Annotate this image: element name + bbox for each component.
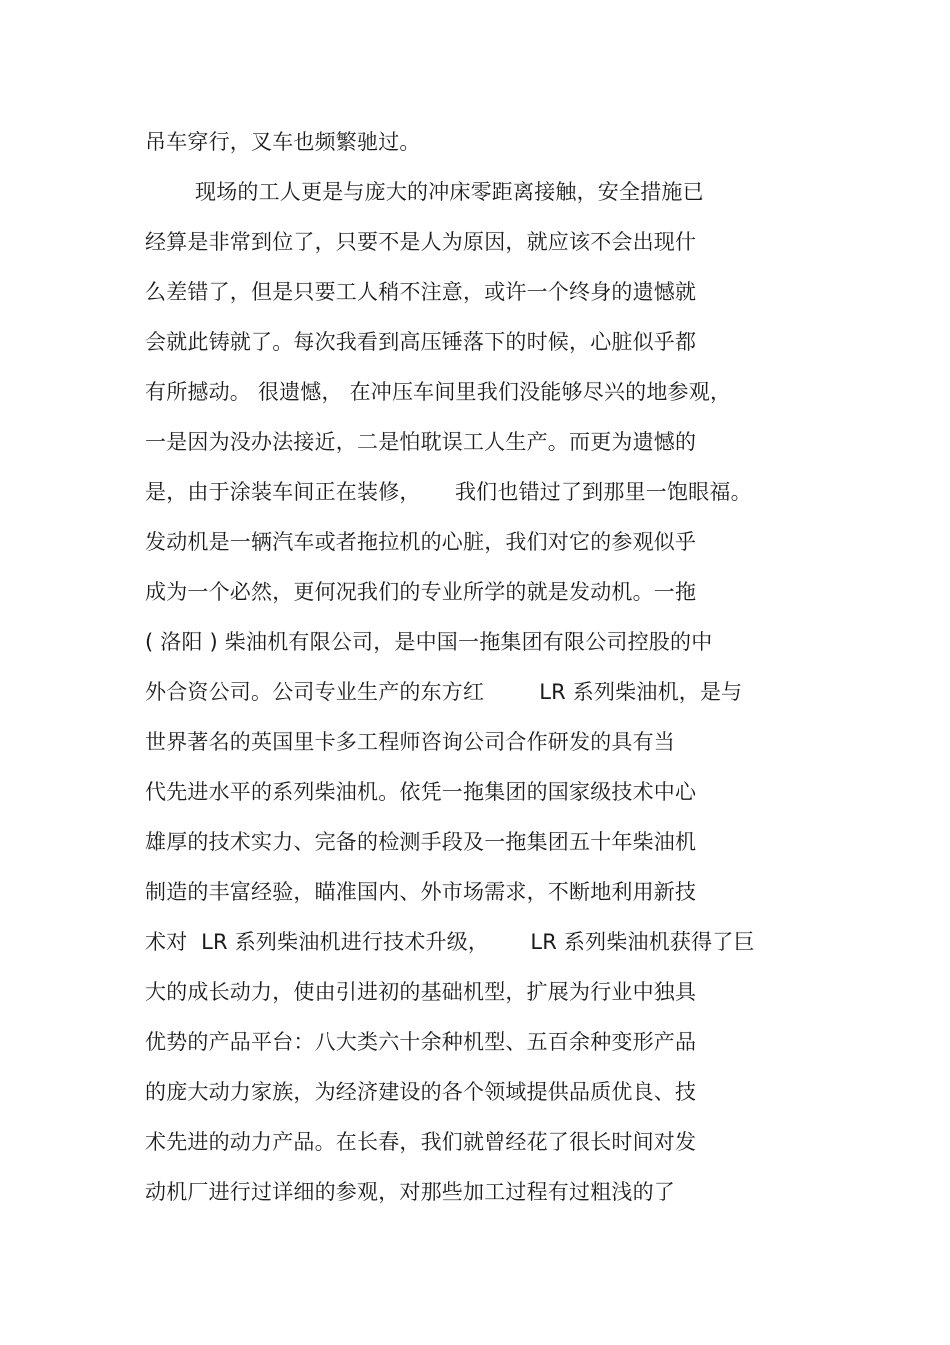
text-line-1: 吊车穿行，叉车也频繁驰过。 xyxy=(145,130,421,154)
text-line-15: 雄厚的技术实力、完备的检测手段及一拖集团五十年柴油机 xyxy=(145,830,697,854)
text-line-12: 外合资公司。公司专业生产的东方红 LR 系列柴油机，是与 xyxy=(145,680,743,704)
text-line-9: 发动机是一辆汽车或者拖拉机的心脏，我们对它的参观似乎 xyxy=(145,530,697,554)
text-line-18: 大的成长动力，使由引进初的基础机型，扩展为行业中独具 xyxy=(145,980,697,1004)
text-line-3: 经算是非常到位了，只要不是人为原因，就应该不会出现什 xyxy=(145,230,697,254)
text-line-22: 动机厂进行过详细的参观，对那些加工过程有过粗浅的了 xyxy=(145,1180,675,1204)
text-line-21: 术先进的动力产品。在长春，我们就曾经花了很长时间对发 xyxy=(145,1130,697,1154)
text-line-2: 现场的工人更是与庞大的冲床零距离接触，安全措施已 xyxy=(195,180,704,204)
text-line-7: 一是因为没办法接近，二是怕耽误工人生产。而更为遗憾的 xyxy=(145,430,697,454)
text-line-19: 优势的产品平台：八大类六十余种机型、五百余种变形产品 xyxy=(145,1030,697,1054)
text-line-8: 是，由于涂装车间正在装修， 我们也错过了到那里一饱眼福。 xyxy=(145,480,752,504)
text-line-10: 成为一个必然，更何况我们的专业所学的就是发动机。一拖 xyxy=(145,580,697,604)
text-line-5: 会就此铸就了。每次我看到高压锤落下的时候，心脏似乎都 xyxy=(145,330,697,354)
text-line-4: 么差错了，但是只要工人稍不注意，或许一个终身的遗憾就 xyxy=(145,280,697,304)
text-line-13: 世界著名的英国里卡多工程师咨询公司合作研发的具有当 xyxy=(145,730,675,754)
text-line-20: 的庞大动力家族，为经济建设的各个领域提供品质优良、技 xyxy=(145,1080,697,1104)
text-line-11: ( 洛阳 ) 柴油机有限公司，是中国一拖集团有限公司控股的中 xyxy=(145,630,713,654)
text-line-17: 术对 LR 系列柴油机进行技术升级， LR 系列柴油机获得了巨 xyxy=(145,930,755,954)
text-line-6: 有所撼动。 很遗憾， 在冲压车间里我们没能够尽兴的地参观， xyxy=(145,380,732,404)
text-line-14: 代先进水平的系列柴油机。依凭一拖集团的国家级技术中心 xyxy=(145,780,697,804)
text-line-16: 制造的丰富经验，瞄准国内、外市场需求，不断地利用新技 xyxy=(145,880,697,904)
